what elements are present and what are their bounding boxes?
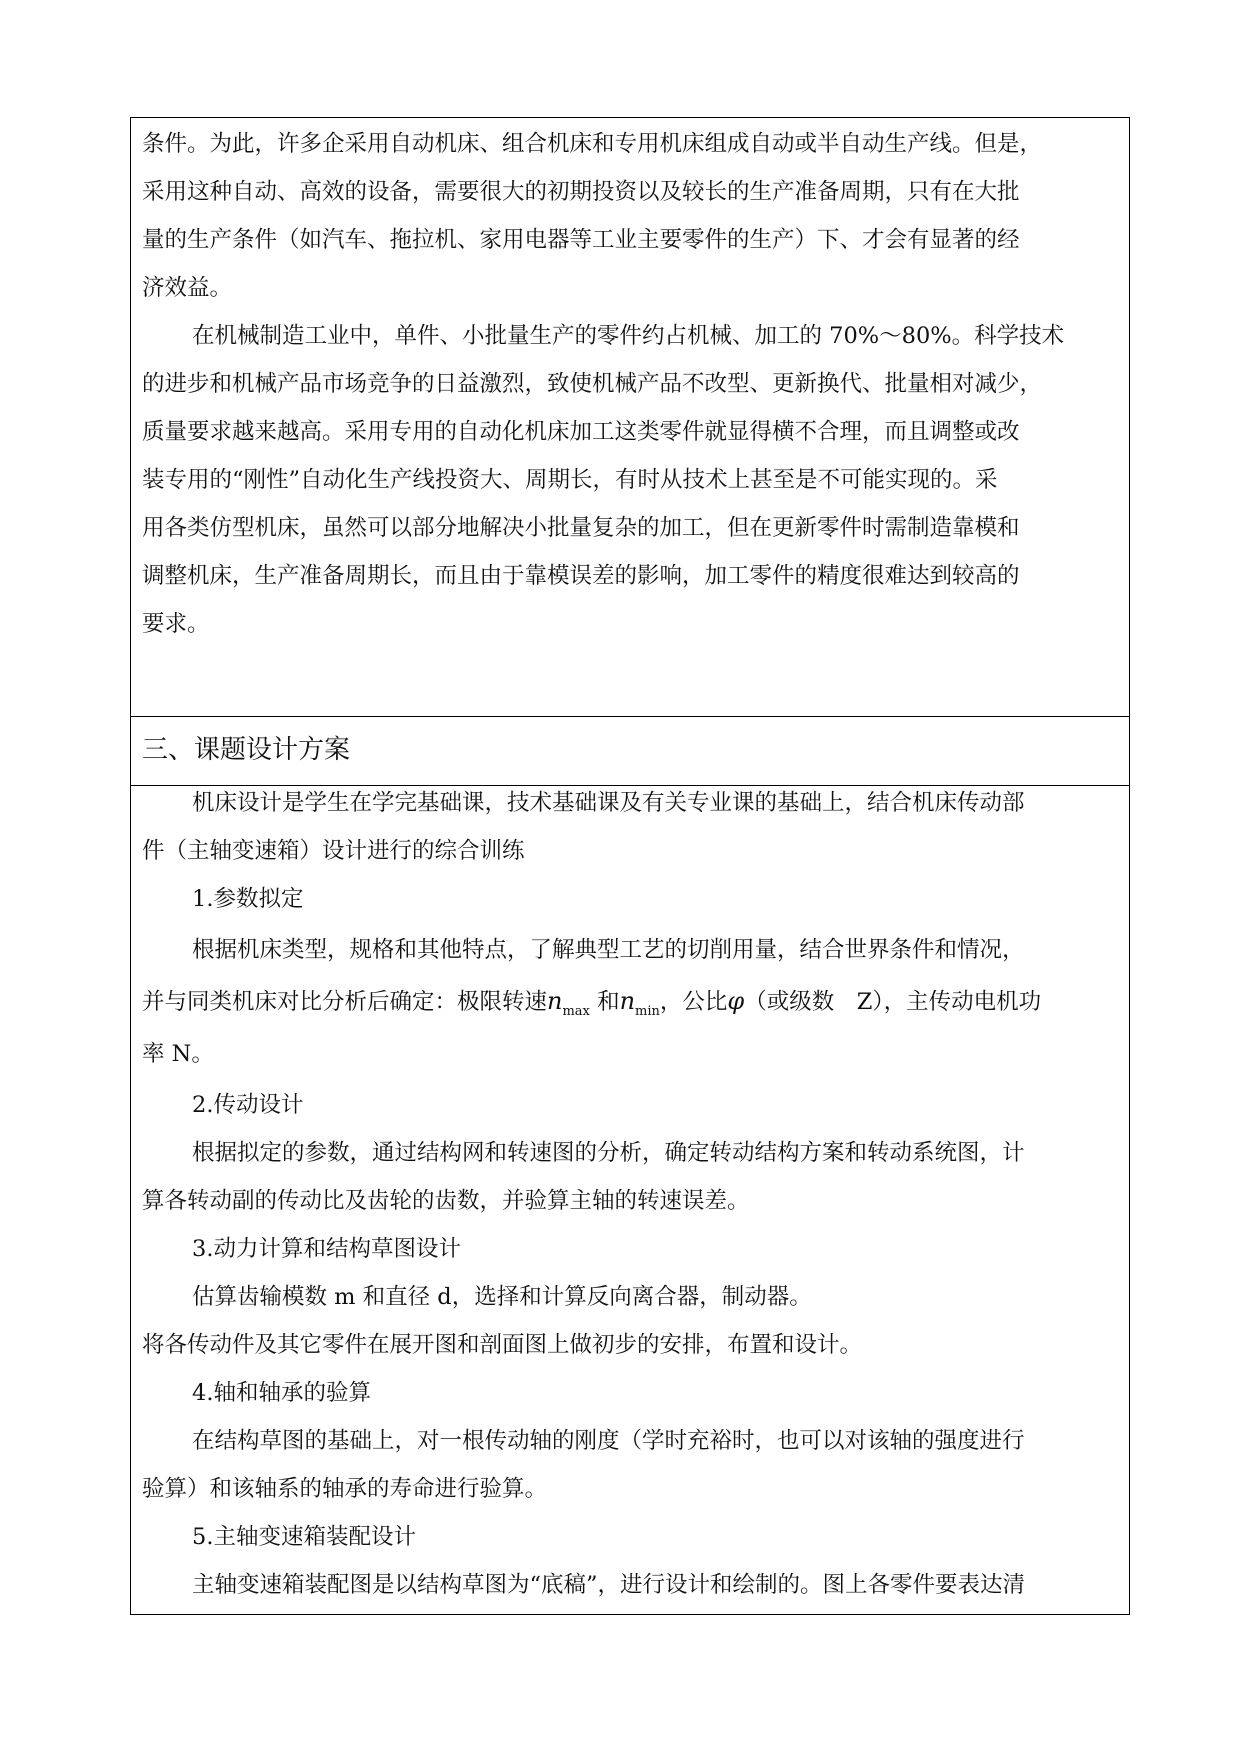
formula-text: 并与同类机床对比分析后确定：极限转速 (142, 989, 548, 1015)
formula-text: （或级数 Z），主传动电机功 (744, 989, 1042, 1015)
paragraph-line: 的进步和机械产品市场竞争的日益激烈，致使机械产品不改型、更新换代、批量相对减少， (142, 371, 1043, 397)
n-symbol: n (619, 987, 636, 1015)
paragraph-line: 调整机床，生产准备周期长，而且由于靠模误差的影响，加工零件的精度很难达到较高的 (142, 563, 1020, 589)
item-title: 3.动力计算和结构草图设计 (192, 1236, 461, 1262)
paragraph-line: 将各传动件及其它零件在展开图和剖面图上做初步的安排，布置和设计。 (142, 1332, 863, 1358)
paragraph-line: 验算）和该轴系的轴承的寿命进行验算。 (142, 1476, 548, 1502)
item-title: 4.轴和轴承的验算 (192, 1380, 371, 1406)
paragraph-line: 机床设计是学生在学完基础课，技术基础课及有关专业课的基础上，结合机床传动部 (192, 790, 1025, 816)
paragraph-line: 济效益。 (142, 275, 233, 301)
formula-text: ，公比 (659, 989, 728, 1015)
formula-line (142, 986, 1041, 1021)
formula-text: 和 (597, 989, 620, 1015)
paragraph-line: 装专用的“刚性”自动化生产线投资大、周期长，有时从技术上甚至是不可能实现的。采 (142, 467, 998, 493)
paragraph-line: 质量要求越来越高。采用专用的自动化机床加工这类零件就显得横不合理，而且调整或改 (142, 419, 1020, 445)
background-cell (131, 118, 1129, 717)
paragraph-line: 根据拟定的参数，通过结构网和转速图的分析，确定转动结构方案和转动系统图，计 (192, 1140, 1025, 1166)
phi-symbol: φ (727, 987, 745, 1015)
paragraph-line: 主轴变速箱装配图是以结构草图为“底稿”，进行设计和绘制的。图上各零件要表达清 (192, 1572, 1026, 1598)
paragraph-line: 条件。为此，许多企采用自动机床、组合机床和专用机床组成自动或半自动生产线。但是， (142, 131, 1043, 157)
paragraph-line: 率 N。 (142, 1041, 214, 1067)
paragraph-line: 算各转动副的传动比及齿轮的齿数，并验算主轴的转速误差。 (142, 1188, 750, 1214)
form-table (130, 117, 1130, 1615)
item-title: 1.参数拟定 (192, 886, 304, 912)
min-subscript: min (635, 1004, 660, 1019)
paragraph-line: 用各类仿型机床，虽然可以部分地解决小批量复杂的加工，但在更新零件时需制造靠模和 (142, 515, 1020, 541)
paragraph-line: 件（主轴变速箱）设计进行的综合训练 (142, 838, 525, 864)
max-subscript: max (562, 1004, 590, 1019)
section-heading-cell (131, 717, 1129, 786)
paragraph-line: 采用这种自动、高效的设备，需要很大的初期投资以及较长的生产准备周期，只有在大批 (142, 179, 1020, 205)
section-heading: 三、课题设计方案 (142, 735, 351, 765)
paragraph-line: 根据机床类型，规格和其他特点，了解典型工艺的切削用量，结合世界条件和情况， (192, 937, 1025, 963)
paragraph-line: 在机械制造工业中，单件、小批量生产的零件约占机械、加工的 70%～80%。科学技术 (192, 323, 1065, 349)
paragraph-line: 要求。 (142, 611, 210, 637)
paragraph-line: 估算齿输模数 m 和直径 d，选择和计算反向离合器，制动器。 (192, 1284, 812, 1310)
paragraph-line: 在结构草图的基础上，对一根传动轴的刚度（学时充裕时，也可以对该轴的强度进行 (192, 1428, 1025, 1454)
paragraph-line: 量的生产条件（如汽车、拖拉机、家用电器等工业主要零件的生产）下、才会有显著的经 (142, 227, 1020, 253)
design-plan-cell (131, 786, 1129, 1614)
n-symbol: n (547, 987, 563, 1015)
item-title: 5.主轴变速箱装配设计 (192, 1524, 416, 1550)
item-title: 2.传动设计 (192, 1092, 304, 1118)
